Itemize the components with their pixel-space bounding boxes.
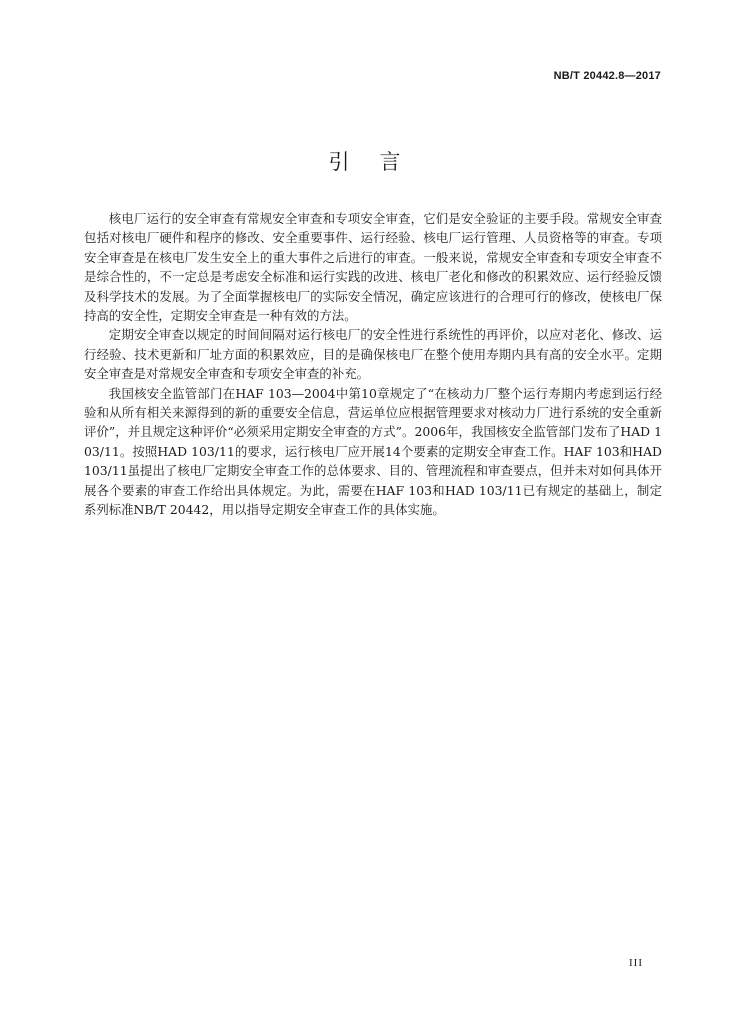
paragraph-3: 我国核安全监管部门在HAF 103—2004中第10章规定了“在核动力厂整个运行寿期内考虑到运行经验和从所有相关来源得到的新的重要安全信息，营运单位应根据管理要求对核动力厂进行系统的安全重新评价”，并且规定这种评价“必须采用定期安全审查的方式”。2006年，我国核安全监管部门发布了HAD 103/11。按照HAD 103/11的要求，运行核电厂应开展14个要素的定期安全审查工作。HAF 103和HAD 103/11虽提出了核电厂定期安全审查工作的总体要求、目的、管理流程和审查要点，但并未对如何具体开展各个要素的审查工作给出具体规定。为此，需要在HAF 103和HAD 103/11已有规定的基础上，制定系列标准NB/T 20442，用以指导定期安全审查工作的具体实施。	[84, 385, 662, 518]
document-code: NB/T 20442.8—2017	[553, 70, 661, 82]
introduction-body	[84, 209, 662, 520]
page-number: III	[629, 957, 643, 969]
page-title: 引言	[328, 150, 431, 174]
paragraph-2: 定期安全审查以规定的时间间隔对运行核电厂的安全性进行系统性的再评价，以应对老化、修改、运行经验、技术更新和厂址方面的积累效应，目的是确保核电厂在整个使用寿期内具有高的安全水平。定期安全审查是对常规安全审查和专项安全审查的补充。	[84, 327, 662, 382]
paragraph-1: 核电厂运行的安全审查有常规安全审查和专项安全审查，它们是安全验证的主要手段。常规安全审查包括对核电厂硬件和程序的修改、安全重要事件、运行经验、核电厂运行管理、人员资格等的审查。专项安全审查是在核电厂发生安全上的重大事件之后进行的审查。一般来说，常规安全审查和专项安全审查不是综合性的，不一定总是考虑安全标准和运行实践的改进、核电厂老化和修改的积累效应、运行经验反馈及科学技术的发展。为了全面掌握核电厂的实际安全情况，确定应该进行的合理可行的修改，使核电厂保持高的安全性，定期安全审查是一种有效的方法。	[84, 211, 662, 324]
